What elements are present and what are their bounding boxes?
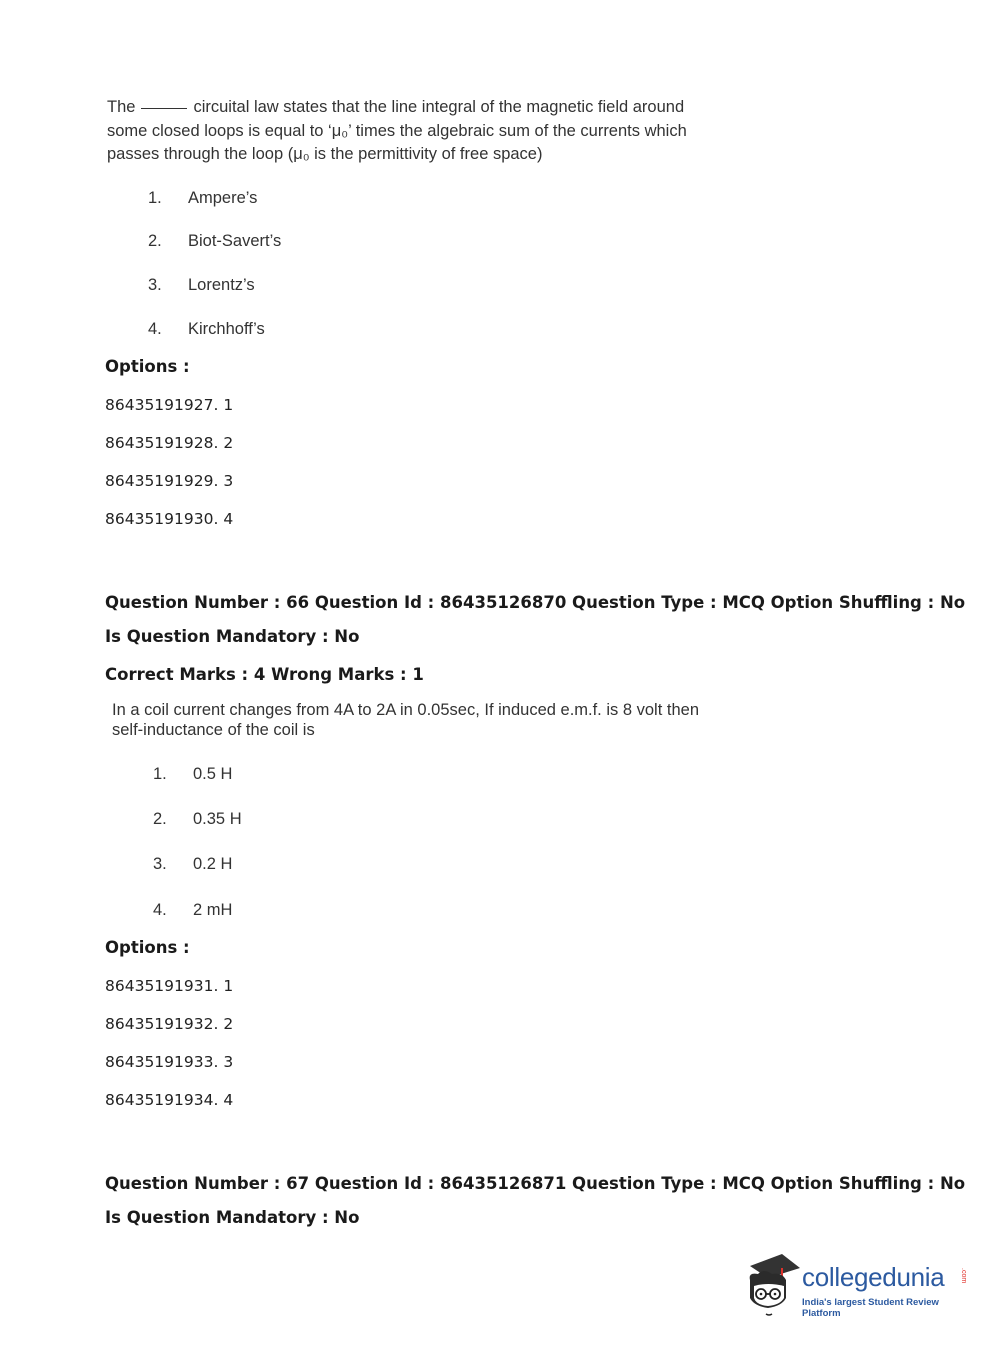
question-66-mandatory: Is Question Mandatory : No: [105, 627, 360, 646]
logo-tagline: India's largest Student Review Platform: [802, 1297, 939, 1319]
question-66-choice-4: 4. 2 mH: [153, 901, 233, 919]
options-heading: Options :: [105, 938, 190, 957]
question-65-choice-1: 1. Ampere’s: [148, 189, 258, 207]
option-id: 86435191928. 2: [105, 434, 234, 452]
question-66-marks: Correct Marks : 4 Wrong Marks : 1: [105, 665, 424, 684]
logo-wordmark: collegedunia: [802, 1262, 945, 1292]
question-66-choice-1: 1. 0.5 H: [153, 765, 233, 783]
question-66-text: In a coil current changes from 4A to 2A in 0.05sec, If induced e.m.f. is 8 volt then self-inductance of the coil is: [112, 701, 699, 739]
option-id: 86435191930. 4: [105, 510, 234, 528]
question-65-choice-2: 2. Biot-Savert’s: [148, 232, 282, 250]
option-id: 86435191934. 4: [105, 1091, 234, 1109]
logo-domain: .com: [960, 1268, 967, 1284]
option-id: 86435191933. 3: [105, 1053, 234, 1071]
question-65-choice-4: 4. Kirchhoff’s: [148, 320, 265, 338]
options-heading: Options :: [105, 357, 190, 376]
option-id: 86435191929. 3: [105, 472, 234, 490]
question-65-text: The circuital law states that the line integral of the magnetic field around some closed loops is equal to ‘μ₀’ times the algebraic sum of the currents which passes through the loop (μ₀ is the permittivity of free space): [107, 98, 687, 163]
fill-in-blank: [141, 107, 187, 109]
question-67-meta: Question Number : 67 Question Id : 86435126871 Question Type : MCQ Option Shuffling : No: [105, 1174, 966, 1193]
graduate-mascot-icon: [742, 1250, 804, 1320]
option-id: 86435191927. 1: [105, 396, 234, 414]
question-66-meta: Question Number : 66 Question Id : 86435126870 Question Type : MCQ Option Shuffling : No: [105, 593, 966, 612]
option-id: 86435191932. 2: [105, 1015, 234, 1033]
question-66-choice-3: 3. 0.2 H: [153, 855, 233, 873]
question-66-choice-2: 2. 0.35 H: [153, 810, 242, 828]
collegedunia-logo: [742, 1250, 972, 1320]
question-65-choice-3: 3. Lorentz’s: [148, 276, 255, 294]
question-67-mandatory: Is Question Mandatory : No: [105, 1208, 360, 1227]
option-id: 86435191931. 1: [105, 977, 234, 995]
